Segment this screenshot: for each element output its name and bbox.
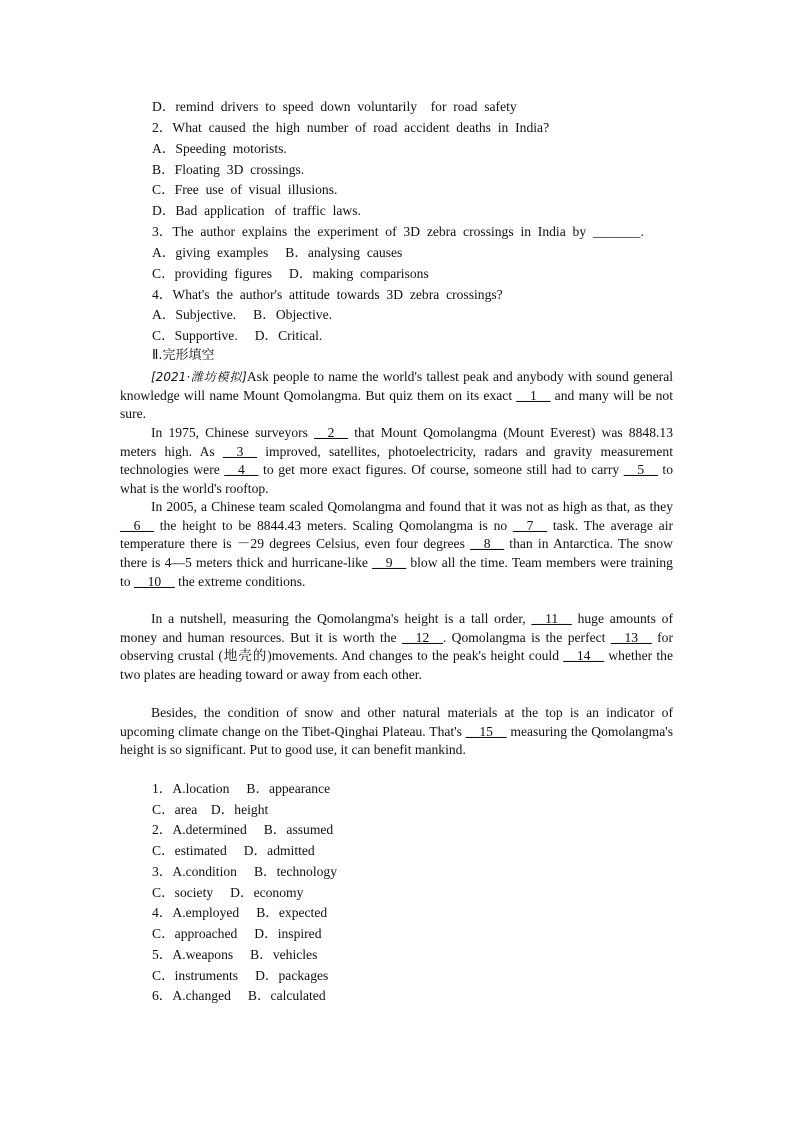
reading-line: A．Subjective. B．Objective. (152, 307, 333, 322)
blank-4: __4__ (224, 462, 259, 478)
option-line: 5．A.weapons B．vehicles (152, 947, 318, 962)
passage-paragraph-1: [2021·潍坊模拟]Ask people to name the world's tallest peak and anybody with sound general knowledge will name Mount Qomolangma. But quiz them on its exact __1__ and many will be not sure. (120, 369, 673, 422)
option-line: 6．A.changed B．calculated (152, 988, 326, 1003)
option-line: 4．A.employed B．expected (152, 905, 328, 920)
passage-paragraph-2: In 1975, Chinese surveyors __2__ that Mount Qomolangma (Mount Everest) was 8848.13 meters high. As __3__ improved, satellites, photoelectricity, radars and gravity measurement technologies were __4__ to get more exact figures. Of course, someone still had to carry __5__ to what is the world's rooftop. (120, 425, 674, 497)
blank-8: __8__ (470, 536, 505, 552)
option-line: C．approached D．inspired (152, 926, 322, 941)
reading-line: C．Free use of visual illusions. (152, 182, 338, 197)
blank-12: __12__ (402, 629, 443, 645)
blank-6: __6__ (120, 517, 154, 533)
blank-14: __14__ (563, 648, 605, 664)
blank-9: __9__ (372, 555, 407, 571)
option-line: 3．A.condition B．technology (152, 864, 338, 879)
reading-line: A．Speeding motorists. (152, 141, 287, 156)
reading-line: D．Bad application of traffic laws. (152, 203, 361, 218)
blank-3: __3__ (222, 443, 257, 459)
reading-line: 4．What's the author's attitude towards 3D zebra crossings? (152, 287, 503, 302)
blank-10: __10__ (133, 573, 175, 589)
option-line: 2．A.determined B．assumed (152, 822, 334, 837)
reading-line: A．giving examples B．analysing causes (152, 245, 403, 260)
blank-5: __5__ (623, 462, 658, 478)
source-tag: [2021·潍坊模拟] (151, 370, 247, 384)
blank-13: __13__ (610, 629, 652, 645)
option-line: C．instruments D．packages (152, 968, 329, 983)
blank-2: __2__ (314, 425, 349, 440)
reading-line: C．providing figures D．making comparisons (152, 266, 429, 281)
passage-paragraph-3: In 2005, a Chinese team scaled Qomolangma and found that it was not as high as that, as they __6__ the height to be 8844.43 meters. Scaling Qomolangma is no __7__ task. The average air temperature there is －29 degrees Celsius, even four degrees __8__ than in Antarctica. The snow there is 4—5 meters thick and hurricane-like __9__ blow all the time. Team members were training to __10__ the extreme conditions. (120, 499, 674, 589)
reading-line: D．remind drivers to speed down voluntarily for road safety (152, 99, 517, 114)
blank-15: __15__ (465, 723, 507, 739)
section-heading: Ⅱ.完形填空 (152, 348, 215, 363)
option-line: C．society D．economy (152, 885, 304, 900)
passage-paragraph-4: In a nutshell, measuring the Qomolangma's height is a tall order, __11__ huge amounts of money and human resources. But it is worth the __12__. Qomolangma is the perfect __13__ for observing crustal (地壳的)movements. And changes to the peak's height could __14__ whether the two plates are heading toward or away from each other. (120, 611, 674, 683)
option-line: C．estimated D．admitted (152, 843, 315, 858)
reading-line: B．Floating 3D crossings. (152, 162, 305, 177)
passage-paragraph-5: Besides, the condition of snow and other natural materials at the top is an indicator of upcoming climate change on the Tibet-Qinghai Plateau. That's __15__ measuring the Qomolangma's height is so significant. Put to good use, it can benefit mankind. (120, 705, 673, 758)
reading-line: C．Supportive. D．Critical. (152, 328, 323, 343)
option-line: C．area D．height (152, 802, 269, 817)
reading-line: 2．What caused the high number of road accident deaths in India? (152, 120, 550, 135)
blank-7: __7__ (513, 517, 548, 533)
blank-1: __1__ (516, 387, 551, 403)
reading-line: 3．The author explains the experiment of 3D zebra crossings in India by _______. (152, 224, 644, 239)
blank-11: __11__ (531, 611, 572, 626)
option-line: 1．A.location B．appearance (152, 781, 331, 796)
